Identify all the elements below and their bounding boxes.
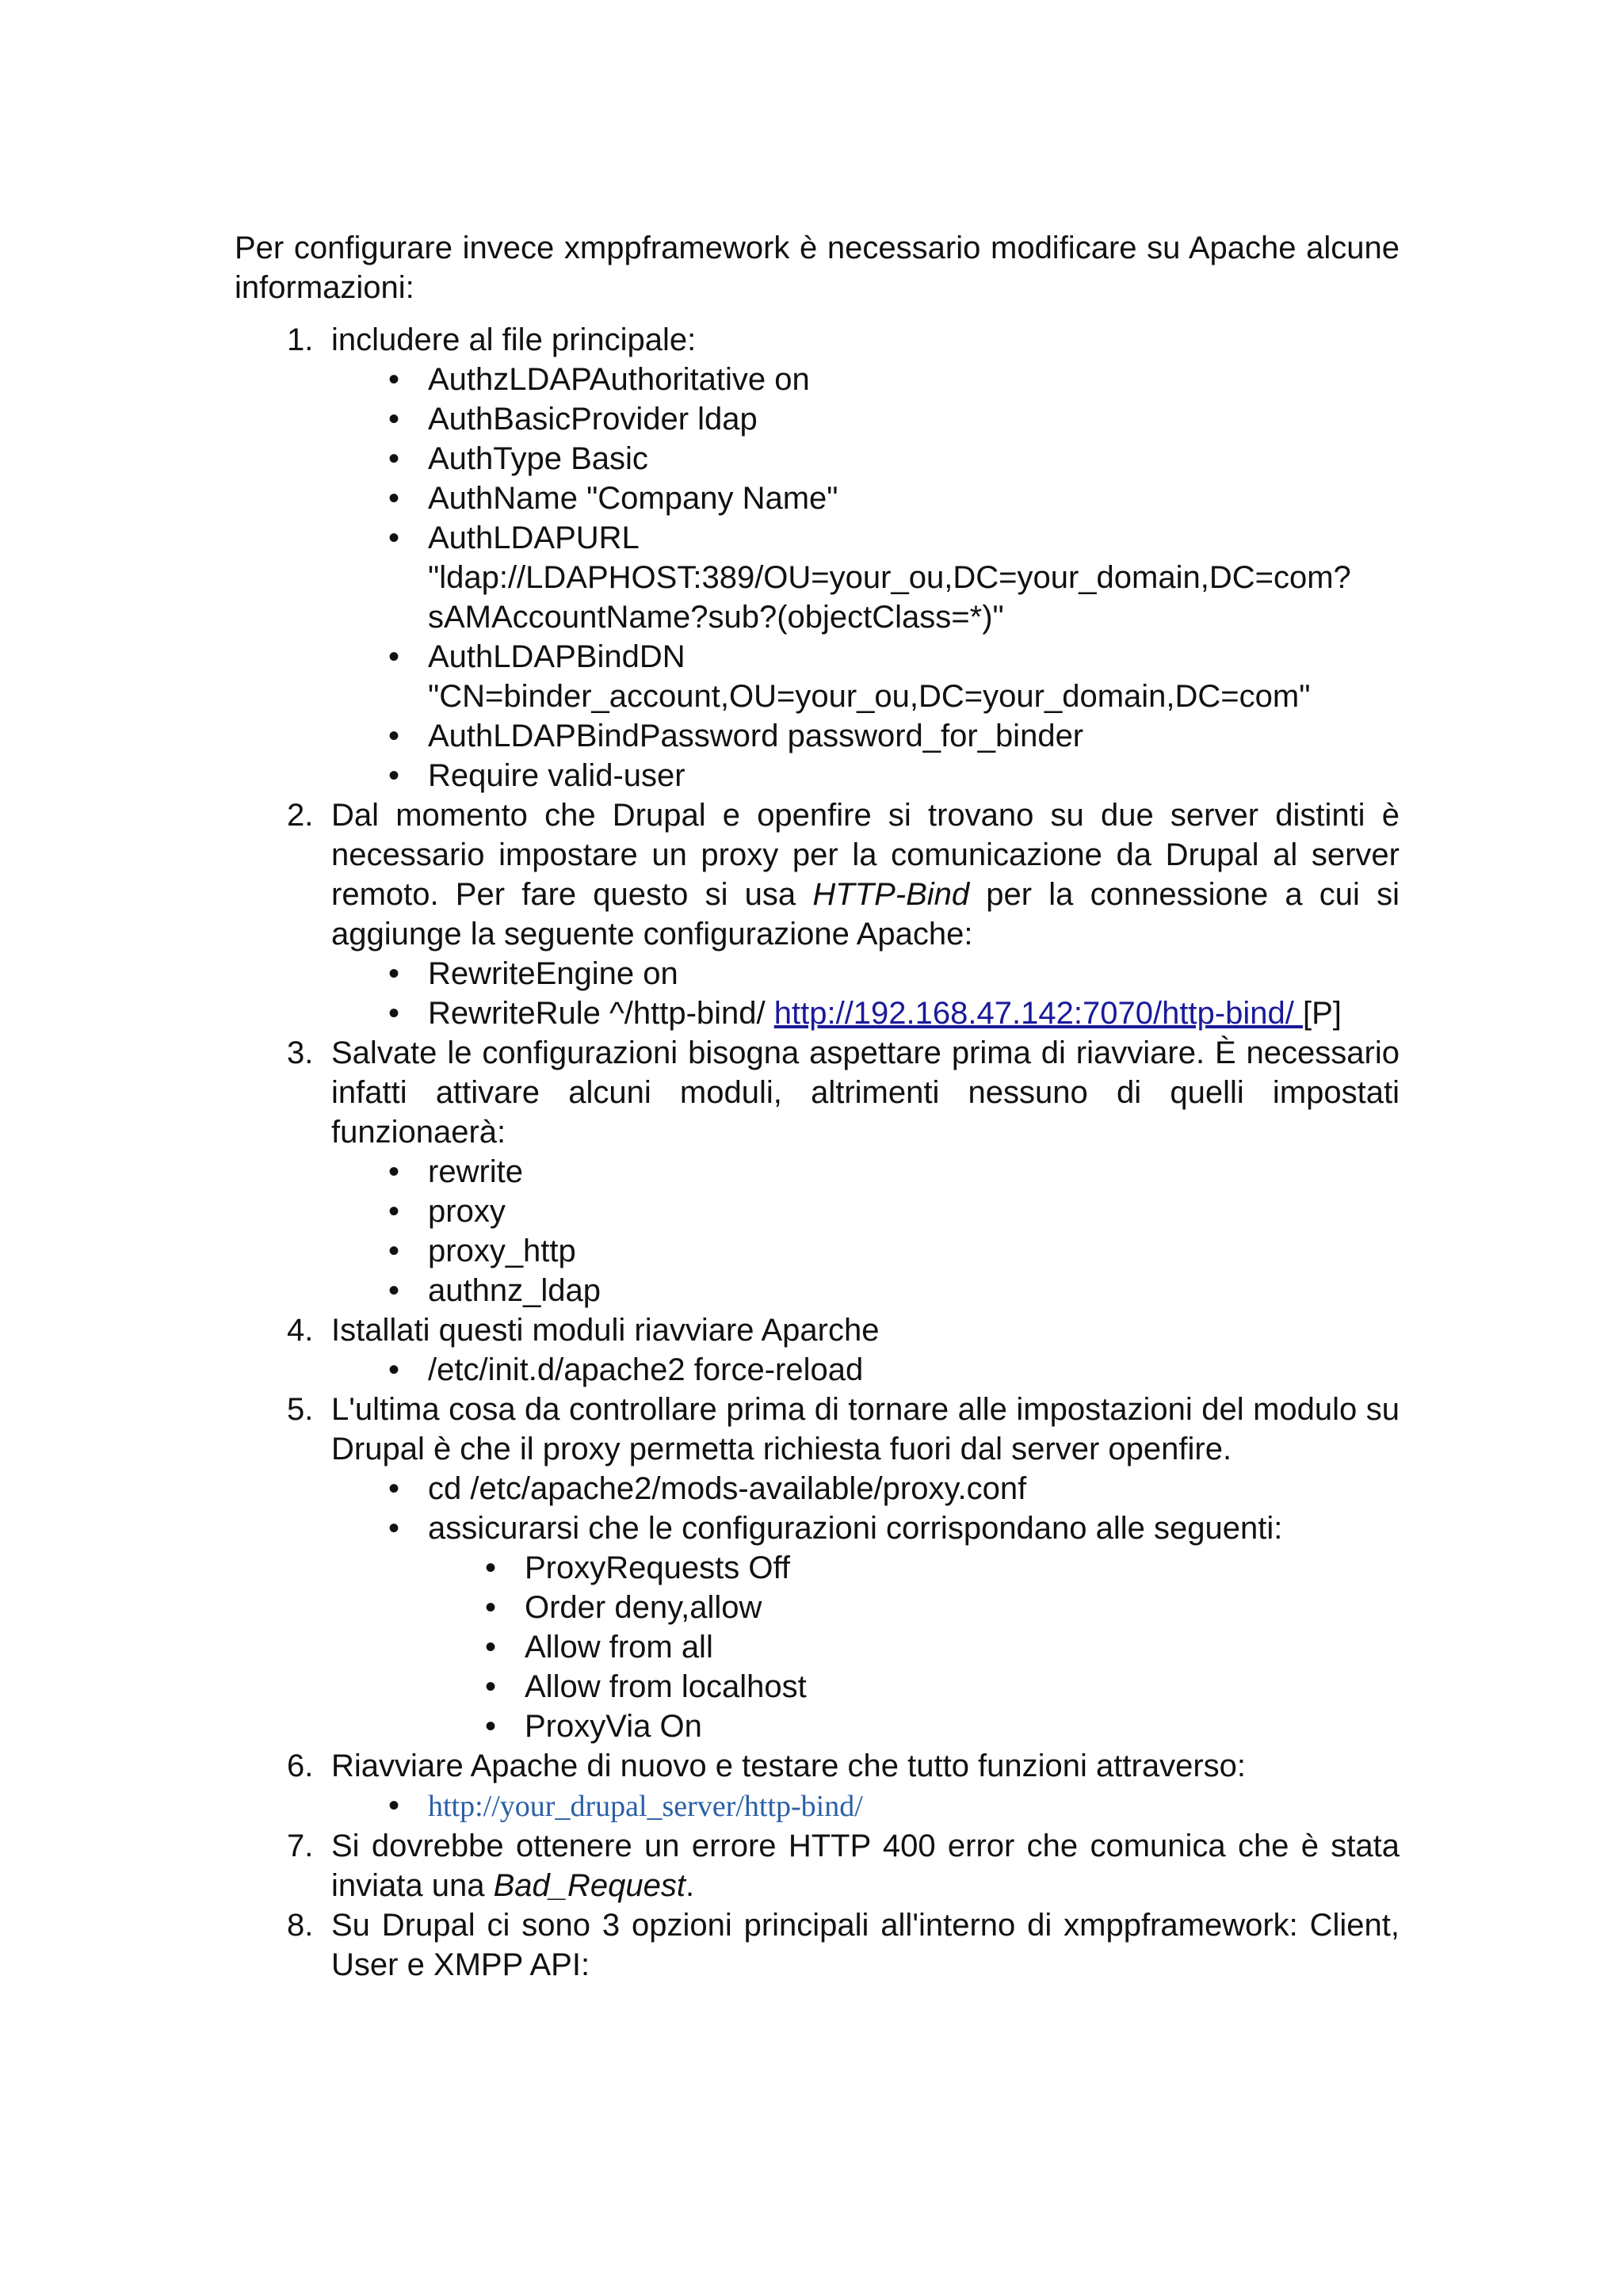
step-4-bullets [331, 1350, 1400, 1390]
list-item: • assicurarsi che le configurazioni corrispondano alle seguenti: [331, 1508, 1400, 1548]
step-5-bullets [331, 1469, 1400, 1548]
list-item: • ProxyRequests Off [331, 1548, 1400, 1588]
step-1-bullets [331, 360, 1400, 795]
bullet-icon: • [485, 1669, 497, 1704]
bullet-icon: • [388, 481, 400, 516]
bullet-icon: • [485, 1709, 497, 1744]
step-text: Salvate le configurazioni bisogna aspettare prima di riavviare. È necessario infatti attivare alcuni moduli, altrimenti nessuno di quelli impostati funzionaerà: [331, 1035, 1400, 1150]
step-3 [235, 1033, 1400, 1310]
step-6-bullets [331, 1786, 1400, 1826]
bullet-icon: • [388, 1511, 400, 1546]
step-text: Su Drupal ci sono 3 opzioni principali all'interno di xmppframework: Client, User e XMPP API: [331, 1908, 1400, 1982]
step-text: L'ultima cosa da controllare prima di tornare alle impostazioni del modulo su Drupal è che il proxy permetta richiesta fuori dal server openfire. [331, 1392, 1400, 1466]
list-item: • ProxyVia On [331, 1707, 1400, 1746]
step-4 [235, 1310, 1400, 1390]
bullet-icon: • [388, 521, 400, 555]
document-page [235, 228, 1400, 1985]
bullet-icon: • [388, 956, 400, 991]
list-item: • AuthName "Company Name" [331, 479, 1400, 518]
bullet-icon: • [388, 1194, 400, 1229]
step-number: 5. [287, 1392, 314, 1427]
list-item [331, 1786, 1400, 1826]
bullet-icon: • [388, 1788, 400, 1823]
drupal-http-bind-link[interactable]: http://your_drupal_server/http-bind/ [428, 1790, 863, 1823]
step-text: Si dovrebbe ottenere un errore HTTP 400 error che comunica che è stata inviata una Bad_Request. [331, 1829, 1400, 1903]
list-item: • authnz_ldap [331, 1271, 1400, 1310]
step-number: 1. [287, 322, 314, 357]
step-number: 6. [287, 1749, 314, 1783]
step-text: Istallati questi moduli riavviare Aparche [331, 1313, 880, 1348]
list-item: • AuthType Basic [331, 439, 1400, 479]
list-item: • proxy_http [331, 1231, 1400, 1271]
bullet-icon: • [485, 1550, 497, 1585]
list-item: • AuthLDAPBindPassword password_for_binder [331, 716, 1400, 756]
bullet-icon: • [485, 1590, 497, 1625]
bullet-icon: • [485, 1630, 497, 1665]
list-item: • Allow from localhost [331, 1667, 1400, 1707]
step-3-bullets [331, 1152, 1400, 1310]
list-item: • RewriteRule ^/http-bind/ http://192.168.47.142:7070/http-bind/ [P] [331, 994, 1400, 1033]
step-7 [235, 1826, 1400, 1905]
list-item: • /etc/init.d/apache2 force-reload [331, 1350, 1400, 1390]
list-item: • AuthLDAPURL "ldap://LDAPHOST:389/OU=your_ou,DC=your_domain,DC=com?sAMAccountName?sub?(objectClass=*)" [331, 518, 1400, 637]
http-bind-term: HTTP-Bind [812, 877, 970, 912]
bullet-icon: • [388, 996, 400, 1031]
step-number: 4. [287, 1313, 314, 1348]
bullet-icon: • [388, 441, 400, 476]
steps-list [235, 320, 1400, 1985]
list-item: • rewrite [331, 1152, 1400, 1192]
bad-request-term: Bad_Request [493, 1868, 685, 1903]
bullet-icon: • [388, 1273, 400, 1308]
bullet-icon: • [388, 362, 400, 397]
step-8 [235, 1905, 1400, 1985]
step-number: 2. [287, 798, 314, 833]
step-2-bullets [331, 954, 1400, 1033]
list-item: • RewriteEngine on [331, 954, 1400, 994]
bullet-icon: • [388, 1154, 400, 1189]
step-text: Riavviare Apache di nuovo e testare che tutto funzioni attraverso: [331, 1749, 1247, 1783]
list-item: • Require valid-user [331, 756, 1400, 795]
list-item: • proxy [331, 1192, 1400, 1231]
step-text: includere al file principale: [331, 322, 697, 357]
step-5 [235, 1390, 1400, 1746]
rewrite-target-link[interactable]: http://192.168.47.142:7070/http-bind/ [773, 996, 1303, 1031]
step-number: 8. [287, 1908, 314, 1943]
list-item: • AuthzLDAPAuthoritative on [331, 360, 1400, 399]
list-item: • cd /etc/apache2/mods-available/proxy.conf [331, 1469, 1400, 1508]
bullet-icon: • [388, 1234, 400, 1268]
bullet-icon: • [388, 1471, 400, 1506]
bullet-icon: • [388, 1352, 400, 1387]
bullet-icon: • [388, 639, 400, 674]
step-number: 3. [287, 1035, 314, 1070]
step-number: 7. [287, 1829, 314, 1863]
list-item: • AuthLDAPBindDN "CN=binder_account,OU=your_ou,DC=your_domain,DC=com" [331, 637, 1400, 716]
step-2 [235, 795, 1400, 1033]
list-item: • Order deny,allow [331, 1588, 1400, 1627]
bullet-icon: • [388, 402, 400, 437]
intro-paragraph: Per configurare invece xmppframework è necessario modificare su Apache alcune informazioni: [235, 231, 1400, 305]
step-5-sub-bullets [331, 1548, 1400, 1746]
step-6 [235, 1746, 1400, 1826]
list-item: • AuthBasicProvider ldap [331, 399, 1400, 439]
bullet-icon: • [388, 719, 400, 753]
list-item: • Allow from all [331, 1627, 1400, 1667]
step-text: Dal momento che Drupal e openfire si trovano su due server distinti è necessario impostare un proxy per la comunicazione da Drupal al server remoto. Per fare questo si usa HTTP-Bind per la connessione a cui si aggiunge la seguente configurazione Apache: [331, 798, 1400, 952]
step-1 [235, 320, 1400, 795]
bullet-icon: • [388, 758, 400, 793]
